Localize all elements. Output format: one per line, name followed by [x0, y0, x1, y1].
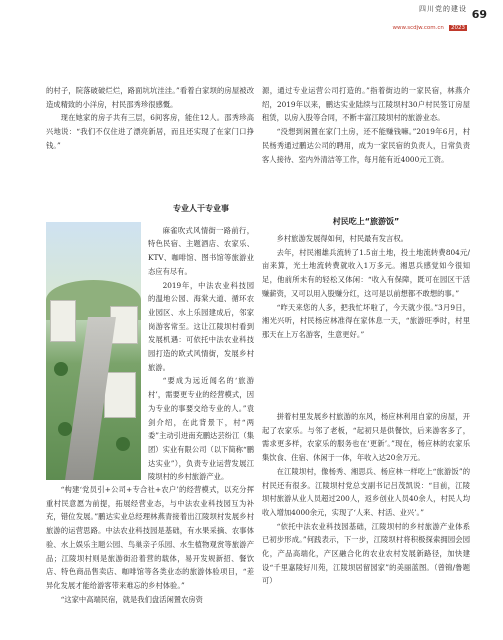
paragraph: “依托中法农业科技园基础，江陵坝村的乡村旅游产业体系已初步形成。”何践表示，下一步，江陵坝村将积极探索拥园会园化，产品高端化，产区融合化的农业农村发展新路径，加快建设“千里嘉陵好川苑，江陵坝居留园家”的美丽蓝图。（曾锦/鲁题可）	[262, 521, 470, 586]
article-column-right-bottom	[262, 410, 470, 588]
paragraph: “昨天来您的人多，把我忙坏啦了，今天就少很。”3月9日，湘光兴听，村民杨应林准得在家休息一天，“旅游旺季时，村里那天在上万名游客，生意更好。”	[262, 302, 470, 339]
paragraph: 在江陵坝村，像杨秀、湘思兵、杨应林一样吃上“旅游饭”的村民还有很多。江陵坝村党总支副书记吕茂凯说：“目前，江陵坝村旅游从业人员超过200人，返乡创业人员40余人，村民人均收入增加4000余元，实现了‘人来、村活、业兴’。”	[262, 466, 470, 517]
house-shape	[50, 300, 76, 342]
page-number: 69	[471, 8, 487, 21]
paragraph: “要成为远近闻名的‘旅游村’，需要更专业的经营模式，因为专业的事要交给专业的人。”袁剑介绍，在此背景下，村“两委”主动引进南充鹏达芸纷江（集团）实业有限公司（以下简称“鹏达实业”），负责专业运营发展江陵坝村的乡村旅游产业。	[148, 376, 254, 482]
paragraph: 2019年，中法农业科技园的温地公园、海棠大道、循环农业园区、水上乐园建成后，邻家岗游客常至。这让江陵坝村看到发展机遇：可依托中法农业科技园打造的欧式风情街，发展乡村旅游。	[148, 280, 254, 372]
paragraph: 的村子，院落破破烂烂，路面坑坑洼洼。”看着白家坝的房屋被改造成精致的小洋房，村民邵秀珍很感慨。	[46, 86, 254, 109]
village-street-photo	[46, 222, 141, 480]
article-column-left-mid	[148, 204, 254, 484]
tree-shape	[116, 437, 130, 451]
paragraph-group	[148, 224, 254, 484]
paragraph: “没想到闲置在家门土房，还不能赚钱嘛。”2019年6月，村民杨秀通过鹏达公司的聘用，成为一家民宿的负责人，日常负责客人接待、室内外清洁等工作，每月能有近4000元工资。	[262, 127, 470, 164]
article-column-right-top	[262, 84, 470, 166]
paragraph: 去年，村民湘雄兵流转了1.5亩土地，投土地流转费804元/亩来算，光土地流转费就收入1万多元。湘思兵感觉如今很知足，他前所未有的轻松又体闲：“收入有保障，既可在园区干活赚薪资，又可以用入股赚分红，这可是以前想都不敢想的事。”	[262, 247, 470, 298]
magazine-title: 四川党的建设	[419, 5, 467, 13]
tree-shape	[58, 422, 72, 436]
article-column-left-bottom	[46, 483, 254, 606]
tree-shape	[54, 362, 68, 376]
section-heading-2: 村民吃上“旅游饭”	[332, 217, 400, 226]
paragraph: 源，通过专业运营公司打造的。”指着街边的一家民宿，林燕介绍，2019年以来，鹏达实业陆续与江陵坝村30户村民签订房屋租赁，以房入股等合同，不断丰富江陵坝村的旅游业态。	[262, 86, 470, 123]
article-column-left-top	[46, 84, 254, 153]
paragraph: “构建‘党员引+公司+专合社+农户’的经营模式，以充分挥重村民意愿为前提，拓展经营业态，与中法农业科技园互为补充，错位发展。”鹏达实业总经理林燕青接着出江陵坝村发展乡村旅游的运营思路。中法农业科技园是基础，有水果采摘、农事体验、水上娱乐主题公园、鸟巢亲子乐园、水生植物观赏等旅游产品；江陵坝村则是旅游街沿着营的载体，易开发规新招、餐饮店、特色商品售卖店、咖啡馆等各类业态的旅游体验项目，“差异化发展才能给游客带来难忘的乡村体验。”	[46, 485, 254, 590]
paragraph: 拼着村里发展乡村旅游的东风，杨应林利用自家的房屋，开起了农家乐。与邻了老板，“起初只是供餐饮，后来游客多了，需求更多样，农家乐的服务也在‘更新’。”现在，杨应林的农家乐集饮食、住宿、休闲于一体，年收入达20余万元。	[262, 412, 470, 463]
website-link[interactable]: www.scdjw.com.cn	[392, 25, 444, 31]
paragraph: “这家中高端民宿，就是我们盘活闲置农房资	[60, 594, 203, 604]
paragraph: 乡村旅游发展得如何，村民最有发言权。	[276, 234, 408, 243]
house-shape	[104, 372, 136, 418]
issue-badge: 2023	[451, 25, 465, 31]
article-column-right-mid	[262, 232, 470, 342]
paragraph: 现在她家的房子共有三层，6间客房，能住12人。邵秀珍高兴地说：“我们不仅住进了漂亮新居，而且还实现了在家门口挣钱。”	[46, 113, 254, 150]
masthead	[393, 4, 468, 33]
paragraph: 麻雀吹式风情街一路前行，特色民宿、主题酒店、农家乐、KTV、咖啡馆、图书馆等旅游业态应有尽有。	[148, 225, 254, 276]
section-heading-1: 专业人干专业事	[173, 204, 229, 213]
